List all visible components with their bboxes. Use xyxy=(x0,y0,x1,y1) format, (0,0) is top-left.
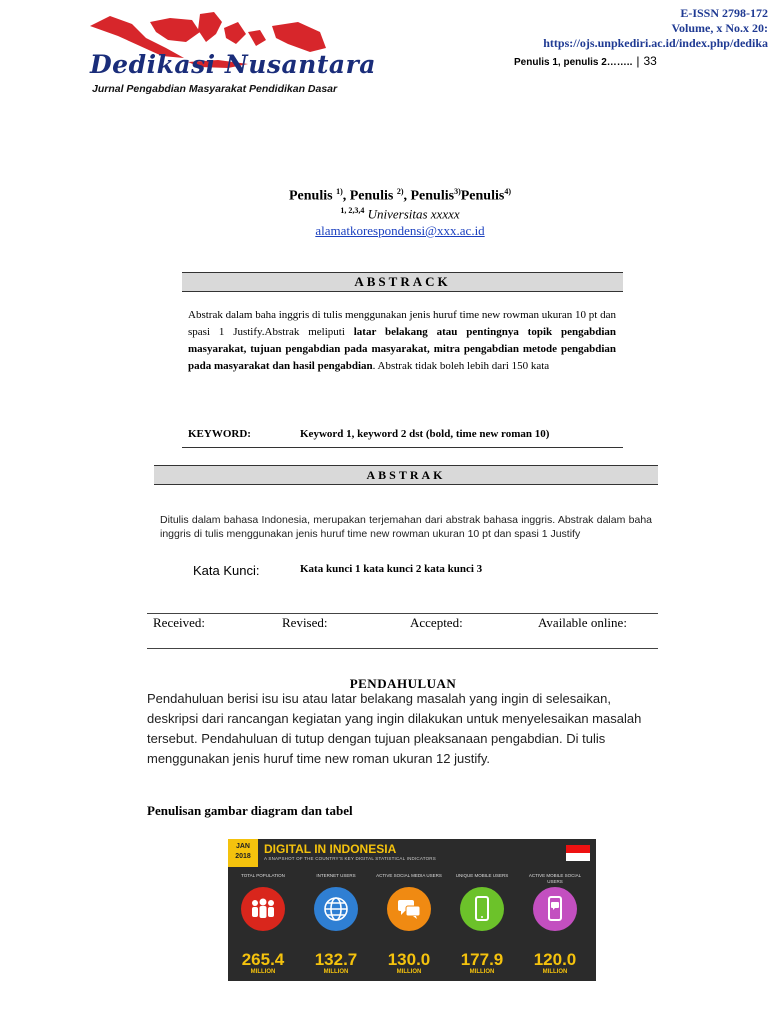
section-heading-gambar: Penulisan gambar diagram dan tabel xyxy=(147,803,353,818)
mobile-social-icon xyxy=(533,887,577,931)
kata-kunci-value: Kata kunci 1 kata kunci 2 kata kunci 3 xyxy=(300,563,483,575)
pendahuluan-text: Pendahuluan berisi isu isu atau latar belakang masalah yang ingin di selesaikan, deskripsi dari rancangan kegiatan yang ingin dilakukan untuk menyelesaikan masalah tersebut. Pendahuluan di tutup dengan tujuan pleaksanaan pengabdian. Di tulis menggunakan jenis huruf time new roman ukuran 12 justify. xyxy=(147,691,642,766)
affiliation: $^{1, 2,3,4}$ Universitas xxxxx xyxy=(340,206,460,222)
abstract-en-text: Abstrak dalam baha inggris di tulis menggunakan jenis huruf time new rowman ukuran 10 pt dan spasi 1 Justify.Abstrak meliputi latar belakang atau pentingnya topik pengabdian masyarakat, tujuan pengabdian pada masyarakat, mitra pengabdian metode pengabdian pada masyarakat dan hasil pengabdian. Abstrak tidak boleh lebih dari 150 kata xyxy=(188,309,616,372)
globe-icon xyxy=(314,887,358,931)
metric-social-media-users: ACTIVE SOCIAL MEDIA USERS 130.0 MILLION xyxy=(376,873,442,975)
running-head: Penulis 1, penulis 2…….. | 33 xyxy=(514,54,657,68)
abstract-id-text: Ditulis dalam bahasa Indonesia, merupakan terjemahan dari abstrak bahasa inggris. Abstrak dalam baha inggris di tulis menggunakan jenis huruf time new rowman ukuran 10 pt dan spasi 1 Justify xyxy=(160,514,652,540)
abstract-en-heading: ABSTRACK xyxy=(182,272,623,292)
author-line: Penulis $^{1)}$, Penulis $^{2)}$, Penulis$^{3)}$Penulis$^{4)}$ xyxy=(289,187,511,204)
metric-total-population: TOTAL POPULATION 265.4 MILLION xyxy=(241,873,285,975)
kata-kunci-label: Kata Kunci: xyxy=(193,563,260,578)
abstract-id-heading: ABSTRAK xyxy=(154,465,658,485)
received-label: Received: xyxy=(153,615,205,630)
correspondence-email[interactable]: alamatkorespondensi@xxx.ac.id xyxy=(315,223,485,238)
author-1: Penulis xyxy=(289,188,337,204)
metric-internet-users: INTERNET USERS 132.7 MILLION xyxy=(314,873,358,975)
indonesia-flag-icon xyxy=(566,845,590,861)
metric-mobile-users: UNIQUE MOBILE USERS 177.9 MILLION xyxy=(455,873,509,975)
journal-logo-subtitle: Jurnal Pengabdian Masyarakat Pendidikan Dasar xyxy=(92,83,338,95)
author-2: , Penulis xyxy=(342,188,397,204)
people-icon xyxy=(241,887,285,931)
volume: Volume, x No.x 20: xyxy=(671,21,768,35)
journal-logo-title: Dedikasi Nusantara xyxy=(90,50,376,79)
dates-bottom-rule xyxy=(147,648,658,649)
running-head-authors: Penulis 1, penulis 2…….. xyxy=(514,57,633,68)
dates-top-rule xyxy=(147,613,658,614)
author-4: Penulis xyxy=(460,188,505,204)
phone-icon xyxy=(460,887,504,931)
issn: E-ISSN 2798-172 xyxy=(680,6,768,20)
infographic-date-badge: JAN 2018 xyxy=(228,839,258,867)
available-online-label: Available online: xyxy=(538,615,627,630)
infographic-subtitle: A SNAPSHOT OF THE COUNTRY'S KEY DIGITAL STATISTICAL INDICATORS xyxy=(264,856,436,861)
metric-mobile-social-users: ACTIVE MOBILE SOCIAL USERS 120.0 MILLION xyxy=(528,873,582,975)
keyword-label: KEYWORD: xyxy=(188,428,251,440)
infographic-title: DIGITAL IN INDONESIA xyxy=(264,842,397,856)
keyword-value: Keyword 1, keyword 2 dst (bold, time new roman 10) xyxy=(300,428,550,440)
accepted-label: Accepted: xyxy=(410,615,463,630)
journal-info xyxy=(543,6,768,51)
pendahuluan-heading: PENDAHULUAN xyxy=(349,676,457,691)
chat-icon xyxy=(387,887,431,931)
author-3: , Penulis xyxy=(403,188,455,204)
digital-indonesia-infographic xyxy=(228,839,596,981)
page-number: 33 xyxy=(643,54,657,68)
journal-url[interactable]: https://ojs.unpkediri.ac.id/index.php/dedika xyxy=(543,36,768,50)
keyword-divider xyxy=(182,447,623,448)
revised-label: Revised: xyxy=(282,615,328,630)
